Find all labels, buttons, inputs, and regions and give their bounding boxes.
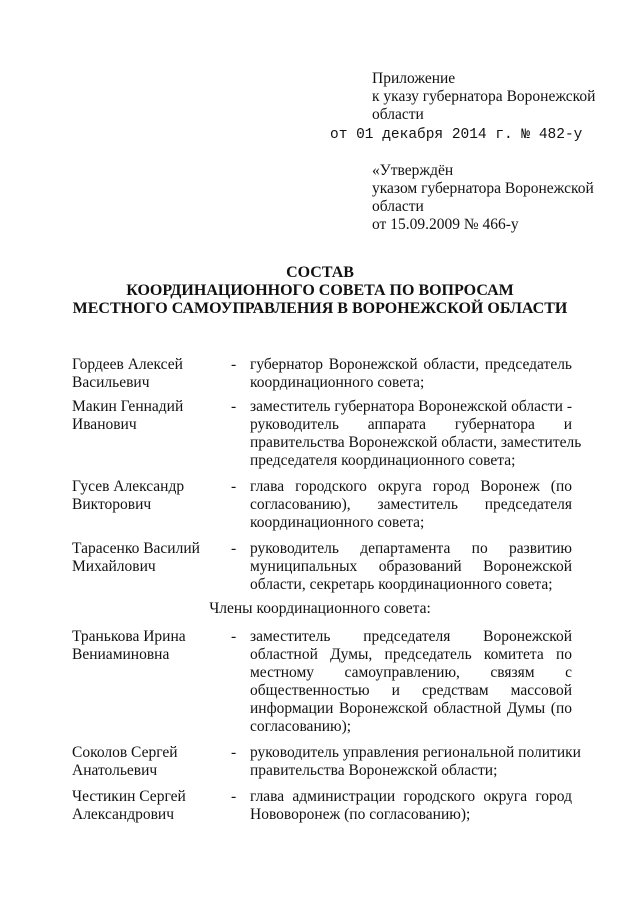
approved-line: от 15.09.2009 № 466-у	[372, 216, 519, 233]
dash: -	[231, 478, 237, 495]
appendix-block	[372, 70, 602, 124]
title-line: СОСТАВ	[286, 264, 354, 281]
person-role: руководитель департамента по развитию муниципальных образований Воронежской области, секретарь координационного совета;	[250, 540, 572, 593]
dash: -	[231, 540, 237, 557]
dash: -	[231, 356, 237, 373]
person-role: заместитель председателя Воронежской областной Думы, председатель комитета по местному самоуправлению, связям с общественностью и средствам массовой информации Воронежской областной Думы (по согласованию);	[250, 628, 572, 735]
title-line: МЕСТНОГО САМОУПРАВЛЕНИЯ В ВОРОНЕЖСКОЙ ОБЛАСТИ	[72, 300, 568, 317]
person-name: Соколов Сергей Анатольевич	[72, 744, 178, 779]
dash: -	[231, 398, 237, 415]
person-name: Гордеев Алексей Васильевич	[72, 356, 183, 391]
approved-line: области	[372, 198, 424, 215]
person-role: губернатор Воронежской области, председатель координационного совета;	[250, 356, 572, 391]
roster-row	[72, 398, 582, 488]
decree-date-number: от 01 декабря 2014 г. № 482-у	[330, 127, 583, 143]
person-role: глава администрации городского округа город Нововоронеж (по согласованию);	[250, 788, 572, 823]
document-title	[0, 264, 640, 318]
title-line: КООРДИНАЦИОННОГО СОВЕТА ПО ВОПРОСАМ	[126, 282, 514, 299]
roster-row	[72, 628, 572, 754]
dash: -	[231, 744, 237, 761]
person-role: руководитель управления региональной политики правительства Воронежской области;	[250, 744, 581, 779]
approved-block	[372, 162, 602, 234]
appendix-line: области	[372, 106, 424, 123]
person-role: заместитель губернатора Воронежской области - руководитель аппарата губернатора и правительства Воронежской области, заместитель председателя координационного совета;	[250, 398, 582, 469]
person-name: Честикин Сергей Александрович	[72, 788, 186, 823]
person-name: Макин Геннадий Иванович	[72, 398, 184, 433]
approved-line: указом губернатора Воронежской	[372, 180, 594, 197]
dash: -	[231, 788, 237, 805]
roster-row	[72, 788, 572, 842]
person-name: Транькова Ирина Вениаминовна	[72, 628, 186, 663]
dash: -	[231, 628, 237, 645]
appendix-line: к указу губернатора Воронежской	[372, 88, 596, 105]
person-name: Тарасенко Василий Михайлович	[72, 540, 200, 575]
approved-line: «Утверждён	[372, 162, 454, 179]
members-heading: Члены координационного совета:	[209, 600, 431, 617]
person-name: Гусев Александр Викторович	[72, 478, 185, 513]
appendix-line: Приложение	[372, 70, 456, 87]
person-role: глава городского округа город Воронеж (по согласованию), заместитель председателя координационного совета;	[250, 478, 572, 531]
